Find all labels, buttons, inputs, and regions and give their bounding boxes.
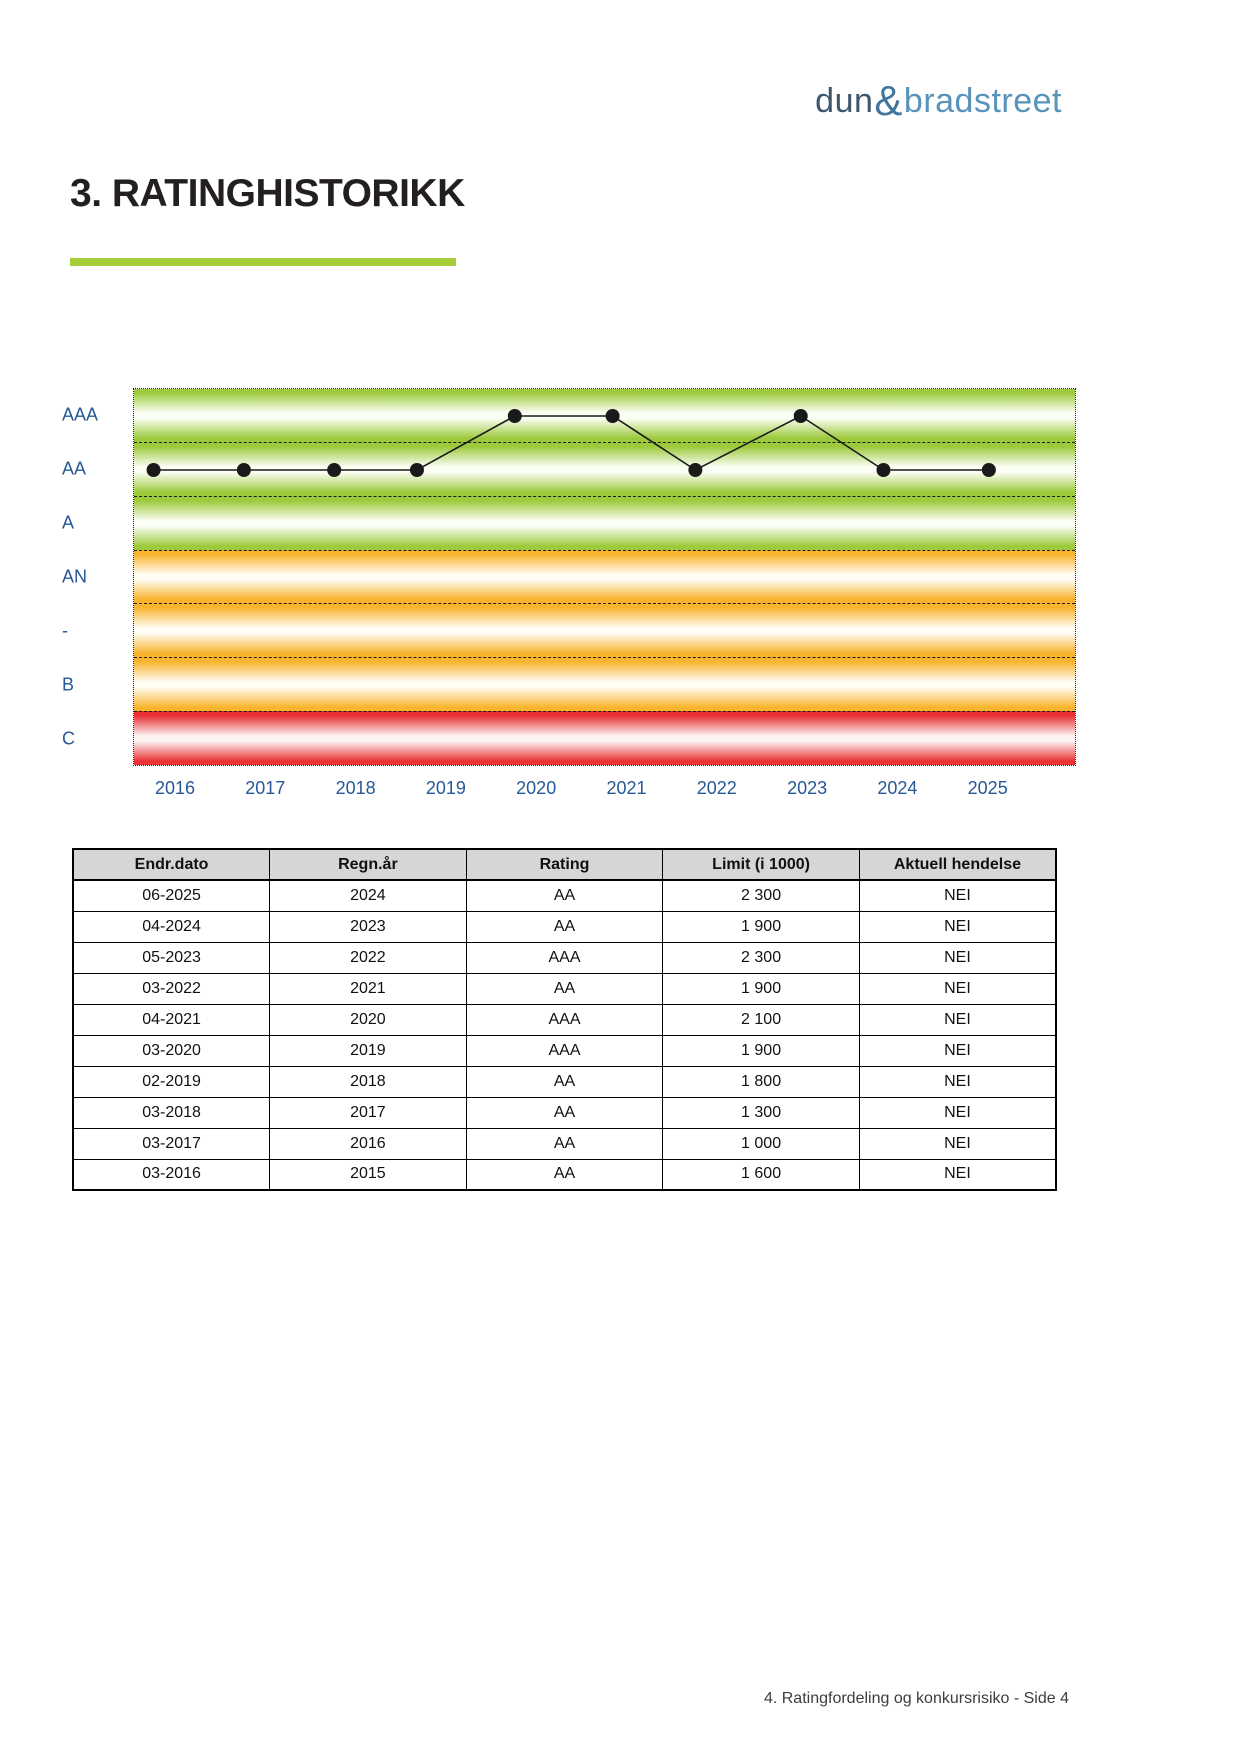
- table-cell: AAA: [466, 1004, 663, 1035]
- table-row: [73, 942, 1056, 973]
- table-body: [73, 880, 1056, 1190]
- table-cell: 2021: [270, 973, 467, 1004]
- table-cell: AA: [466, 1128, 663, 1159]
- table-cell: AA: [466, 973, 663, 1004]
- data-point: [327, 463, 341, 477]
- table-cell: 03-2020: [73, 1035, 270, 1066]
- table-cell: 1 900: [663, 911, 860, 942]
- x-axis-labels: [133, 778, 1076, 806]
- table-cell: 05-2023: [73, 942, 270, 973]
- table-cell: NEI: [859, 1128, 1056, 1159]
- table-cell: NEI: [859, 1097, 1056, 1128]
- table-row: [73, 1097, 1056, 1128]
- table-cell: 2020: [270, 1004, 467, 1035]
- column-header: Rating: [466, 849, 663, 880]
- x-axis-label: 2018: [335, 778, 376, 798]
- table-cell: 02-2019: [73, 1066, 270, 1097]
- x-axis-label: 2022: [696, 778, 737, 798]
- table-cell: 03-2016: [73, 1159, 270, 1190]
- table-cell: AA: [466, 1097, 663, 1128]
- x-axis-label: 2023: [787, 778, 828, 798]
- y-axis-label: AN: [62, 566, 88, 587]
- data-point: [147, 463, 161, 477]
- title-underline: [70, 258, 456, 266]
- table-cell: AA: [466, 1066, 663, 1097]
- table-row: [73, 880, 1056, 911]
- column-header: Aktuell hendelse: [859, 849, 1056, 880]
- table-cell: 1 000: [663, 1128, 860, 1159]
- table-cell: AA: [466, 880, 663, 911]
- table-cell: 03-2017: [73, 1128, 270, 1159]
- x-axis-label: 2025: [967, 778, 1008, 798]
- rating-history-table: [72, 848, 1057, 1191]
- table-cell: 1 800: [663, 1066, 860, 1097]
- x-axis-label: 2017: [245, 778, 286, 798]
- x-axis-label: 2016: [154, 778, 196, 798]
- table-cell: 2017: [270, 1097, 467, 1128]
- dnb-logo: [815, 74, 1062, 122]
- table-row: [73, 1004, 1056, 1035]
- table-row: [73, 1035, 1056, 1066]
- table-cell: AA: [466, 1159, 663, 1190]
- logo-ampersand-icon: &: [874, 77, 903, 124]
- data-point: [606, 409, 620, 423]
- table-cell: 03-2018: [73, 1097, 270, 1128]
- table-cell: 03-2022: [73, 973, 270, 1004]
- table-cell: 2 300: [663, 880, 860, 911]
- table-row: [73, 911, 1056, 942]
- column-header: Regn.år: [270, 849, 467, 880]
- y-axis-label: -: [62, 620, 68, 641]
- table-cell: 1 900: [663, 973, 860, 1004]
- table-row: [73, 1159, 1056, 1190]
- rating-line: [154, 416, 989, 470]
- data-point: [237, 463, 251, 477]
- table-cell: NEI: [859, 1159, 1056, 1190]
- table-cell: 2023: [270, 911, 467, 942]
- table-cell: NEI: [859, 880, 1056, 911]
- table-row: [73, 1066, 1056, 1097]
- table-row: [73, 973, 1056, 1004]
- y-axis-label: AA: [62, 458, 87, 479]
- y-axis-label: AAA: [62, 404, 99, 425]
- table-cell: AA: [466, 911, 663, 942]
- data-point: [410, 463, 424, 477]
- data-point: [877, 463, 891, 477]
- table-cell: 1 600: [663, 1159, 860, 1190]
- table-cell: NEI: [859, 973, 1056, 1004]
- table-cell: NEI: [859, 911, 1056, 942]
- x-axis-label: 2024: [877, 778, 918, 798]
- table-cell: NEI: [859, 1035, 1056, 1066]
- table-cell: 2 300: [663, 942, 860, 973]
- x-axis-label: 2019: [425, 778, 466, 798]
- table-cell: 2016: [270, 1128, 467, 1159]
- y-axis-label: C: [62, 728, 75, 749]
- logo-text-bradstreet: bradstreet: [903, 82, 1062, 120]
- table-cell: NEI: [859, 942, 1056, 973]
- y-axis-labels: [0, 388, 133, 766]
- page-title: 3. RATINGHISTORIKK: [70, 172, 465, 215]
- table-cell: 2019: [270, 1035, 467, 1066]
- rating-line-svg: [134, 389, 1077, 767]
- column-header: Endr.dato: [73, 849, 270, 880]
- table-header: [73, 849, 1056, 880]
- y-axis-label: B: [62, 674, 75, 695]
- table-cell: 04-2021: [73, 1004, 270, 1035]
- table-cell: NEI: [859, 1066, 1056, 1097]
- table-cell: 1 900: [663, 1035, 860, 1066]
- page-footer: 4. Ratingfordeling og konkursrisiko - Side 4: [763, 1690, 1069, 1707]
- y-axis-label: A: [62, 512, 75, 533]
- data-point: [688, 463, 702, 477]
- data-point: [982, 463, 996, 477]
- table-cell: 2024: [270, 880, 467, 911]
- data-point: [794, 409, 808, 423]
- header-row: [73, 849, 1056, 880]
- table-cell: 1 300: [663, 1097, 860, 1128]
- table-cell: 04-2024: [73, 911, 270, 942]
- column-header: Limit (i 1000): [663, 849, 860, 880]
- x-axis-label: 2020: [516, 778, 557, 798]
- table-cell: NEI: [859, 1004, 1056, 1035]
- data-point: [508, 409, 522, 423]
- table-cell: 2022: [270, 942, 467, 973]
- logo-text-dun: dun: [815, 82, 874, 120]
- table-cell: 2 100: [663, 1004, 860, 1035]
- table-cell: 2015: [270, 1159, 467, 1190]
- table-cell: AAA: [466, 1035, 663, 1066]
- table-row: [73, 1128, 1056, 1159]
- table-cell: 06-2025: [73, 880, 270, 911]
- table-cell: 2018: [270, 1066, 467, 1097]
- x-axis-label: 2021: [606, 778, 647, 798]
- rating-chart-plot: [133, 388, 1076, 766]
- table-cell: AAA: [466, 942, 663, 973]
